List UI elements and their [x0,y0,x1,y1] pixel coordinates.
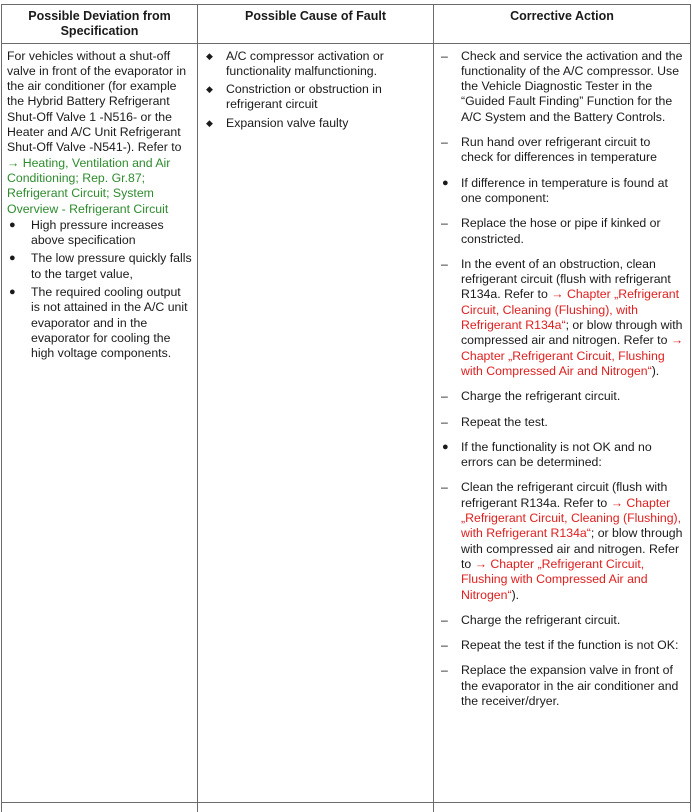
empty-cell [2,802,198,812]
empty-cell [434,802,691,812]
bullet-diamond-icon: ◆ [206,84,213,95]
list-item [439,480,685,602]
action-cell [434,43,691,802]
list-item-text: Check and service the activation and the functionality of the A/C compressor. Use the Vehicle Diagnostic Tester in the “Guided Fault Finding” Function for the A/C System and the Battery Controls. [461,48,683,124]
bullet-dot-icon: ● [442,440,449,453]
bullet-dot-icon: ● [9,286,16,299]
list-item [439,389,685,404]
dash-icon: – [441,135,448,150]
dash-icon: – [441,48,448,63]
deviation-intro [7,49,192,217]
dash-icon: – [441,389,448,404]
bullet-diamond-icon: ◆ [206,117,213,128]
dash-icon: – [441,414,448,429]
deviation-bullet-list [7,218,192,362]
list-item-text: If difference in temperature is found at one component: [461,175,668,205]
list-item-text: A/C compressor activation or functionality malfunctioning. [226,48,384,78]
header-action: Corrective Action [434,5,691,44]
list-item [439,176,685,207]
list-item-text: Repeat the test if the function is not OK: [461,638,679,653]
table-header-row [2,5,691,44]
list-item-text: Replace the hose or pipe if kinked or constricted. [461,216,661,246]
header-cause: Possible Cause of Fault [198,5,434,44]
list-item [203,116,428,131]
bullet-dot-icon: ● [9,252,16,265]
list-item-text: Repeat the test. [461,414,548,429]
deviation-intro-text: For vehicles without a shut-off valve in front of the evaporator in the air conditioner (for example the Hybrid Battery Refrigerant Shut-Off Valve 1 -N516- or the Heater and A/C Unit Refrigerant Shut-Off Valve -N541-). Refer to [7,48,187,155]
list-item [439,638,685,653]
action-text: ). [651,363,660,378]
list-item [203,49,428,80]
dash-icon: – [441,638,448,653]
list-item-text: Run hand over refrigerant circuit to check for differences in temperature [461,135,657,165]
list-item-text: Replace the expansion valve in front of the evaporator in the air conditioner and the receiver/dryer. [461,663,679,708]
list-item-text: Expansion valve faulty [226,115,349,130]
dash-icon: – [441,256,448,271]
list-item [7,218,192,249]
list-item-text: Charge the refrigerant circuit. [461,389,621,404]
list-item [439,415,685,430]
list-item [439,257,685,379]
dash-icon: – [441,612,448,627]
list-item-text [461,480,682,601]
cause-list [203,49,428,131]
empty-cell [198,802,434,812]
chapter-flushing-link[interactable]: → Chapter „Refrigerant Circuit, Flushing with Compressed Air and Nitrogen“ [461,333,684,378]
troubleshooting-table [1,4,691,812]
header-deviation: Possible Deviation from Specification [2,5,198,44]
list-item-text: Constriction or obstruction in refrigerant circuit [226,82,382,112]
list-item [439,613,685,628]
chapter-cleaning-link[interactable]: → Chapter „Refrigerant Circuit, Cleaning (Flushing), with Refrigerant R134a“ [461,495,682,541]
list-item [439,216,685,247]
list-item [439,663,685,709]
list-item [7,285,192,361]
list-item-text: If the functionality is not OK and no errors can be determined: [461,439,652,470]
action-text: Clean the refrigerant circuit (flush with refrigerant R134a. Refer to [461,480,668,510]
bullet-dot-icon: ● [9,218,16,231]
heating-ventilation-link[interactable]: → Heating, Ventilation and Air Conditioning; Rep. Gr.87; Refrigerant Circuit; System Overview - Refrigerant Circuit [7,155,171,216]
deviation-cell [2,43,198,802]
dash-icon: – [441,216,448,231]
table-row [2,43,691,802]
list-item-text: High pressure increases above specification [31,217,164,248]
chapter-cleaning-link[interactable]: → Chapter „Refrigerant Circuit, Cleaning (Flushing), with Refrigerant R134a“ [461,287,680,333]
list-item-text: Charge the refrigerant circuit. [461,612,621,627]
bullet-diamond-icon: ◆ [206,50,213,61]
list-item [7,251,192,282]
chapter-flushing-link[interactable]: → Chapter „Refrigerant Circuit, Flushing with Compressed Air and Nitrogen“ [461,556,648,602]
list-item-text: The required cooling output is not attained in the A/C unit evaporator and in the evaporator for cooling the high voltage components. [31,285,188,361]
dash-icon: – [441,663,448,678]
list-item [203,82,428,113]
table-row [2,802,691,812]
action-list [439,49,685,710]
list-item-text: The low pressure quickly falls to the target value, [31,251,192,281]
dash-icon: – [441,480,448,495]
action-text: ; or blow through with compressed air and nitrogen. Refer to [461,526,683,571]
bullet-dot-icon: ● [442,176,449,189]
list-item [439,135,685,166]
action-text: In the event of an obstruction, clean refrigerant circuit (flush with refrigerant R134a. Refer to [461,256,671,302]
list-item [439,49,685,125]
action-text: ; or blow through with compressed air and nitrogen. Refer to [461,318,683,348]
list-item-text [461,257,683,378]
cause-cell [198,43,434,802]
action-text: ). [511,587,520,602]
list-item [439,440,685,471]
